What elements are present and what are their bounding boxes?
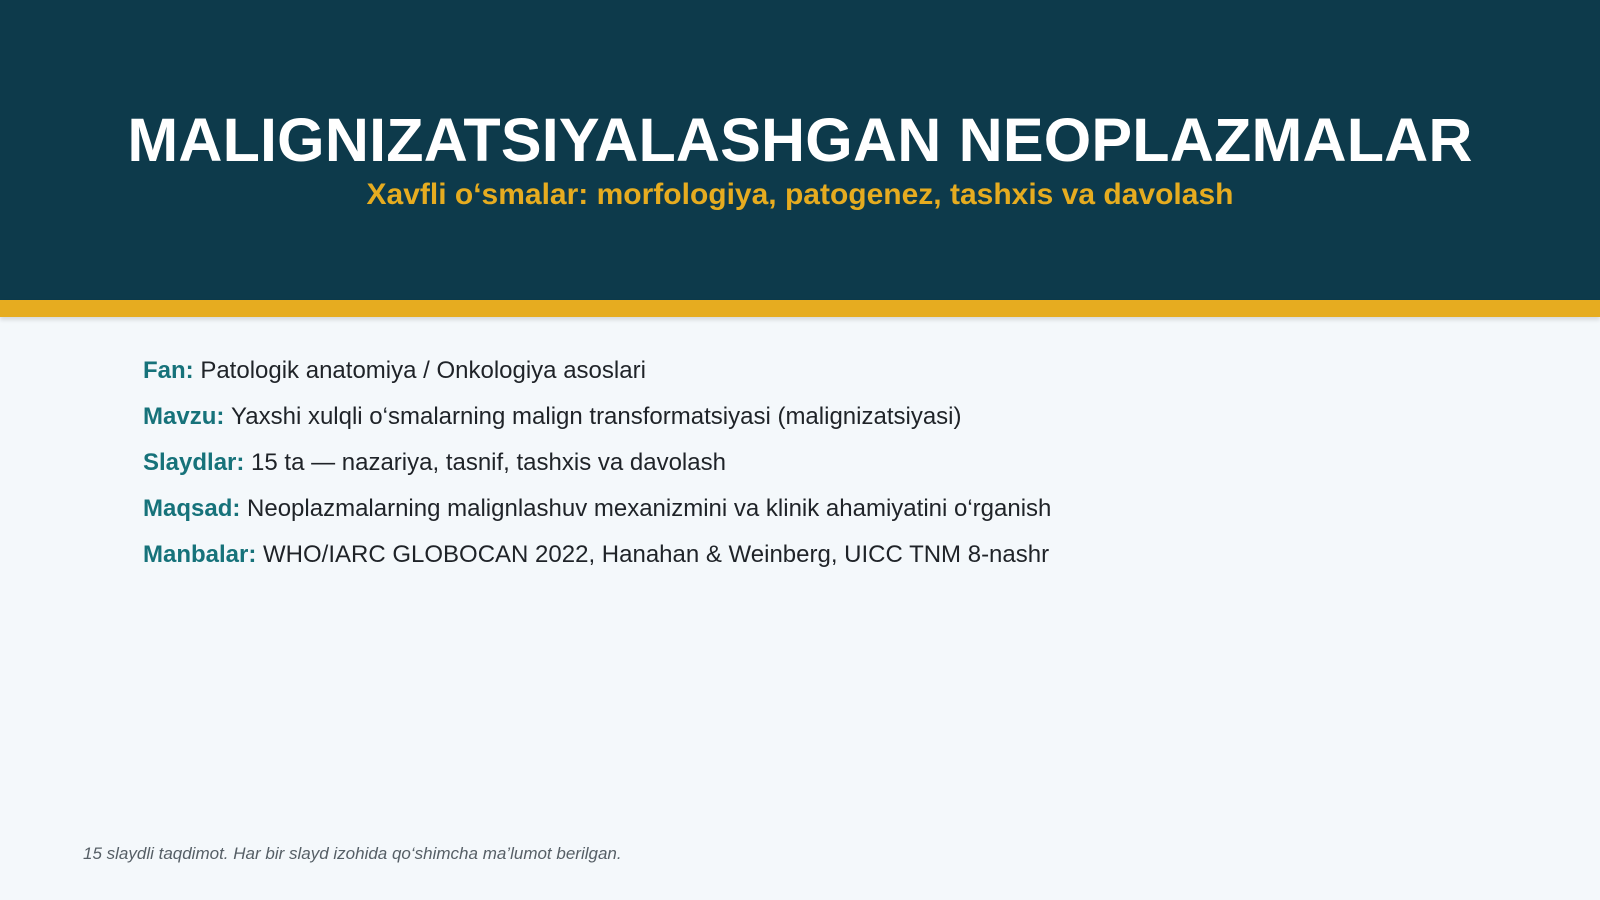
- info-value: Yaxshi xulqli o‘smalarning malign transformatsiyasi (malignizatsiyasi): [231, 403, 962, 430]
- info-label: Mavzu:: [143, 403, 232, 430]
- info-value: Neoplazmalarning malignlashuv mexanizmini va klinik ahamiyatini o‘rganish: [247, 495, 1052, 522]
- info-label: Manbalar:: [143, 541, 264, 568]
- gold-divider: [0, 300, 1600, 317]
- info-value: WHO/IARC GLOBOCAN 2022, Hanahan & Weinberg, UICC TNM 8-nashr: [263, 541, 1050, 568]
- footer-note: 15 slaydli taqdimot. Har bir slayd izohida qo‘shimcha ma’lumot berilgan.: [83, 844, 622, 863]
- info-label: Fan:: [143, 357, 201, 384]
- info-label: Slaydlar:: [143, 449, 252, 476]
- title-banner: [0, 0, 1600, 300]
- slide-title: MALIGNIZATSIYALASHGAN NEOPLAZMALAR: [127, 106, 1473, 174]
- slide-subtitle: Xavfli o‘smalar: morfologiya, patogenez, tashxis va davolash: [366, 178, 1234, 211]
- info-row-maqsad: [143, 494, 1443, 524]
- info-value: Patologik anatomiya / Onkologiya asoslari: [200, 357, 646, 384]
- info-value: 15 ta — nazariya, tasnif, tashxis va davolash: [251, 449, 726, 476]
- info-row-manbalar: [143, 540, 1443, 570]
- info-row-fan: [143, 356, 1443, 386]
- info-row-mavzu: [143, 402, 1443, 432]
- info-label: Maqsad:: [143, 495, 248, 522]
- info-row-slaydlar: [143, 448, 1443, 478]
- info-list: [143, 356, 1443, 586]
